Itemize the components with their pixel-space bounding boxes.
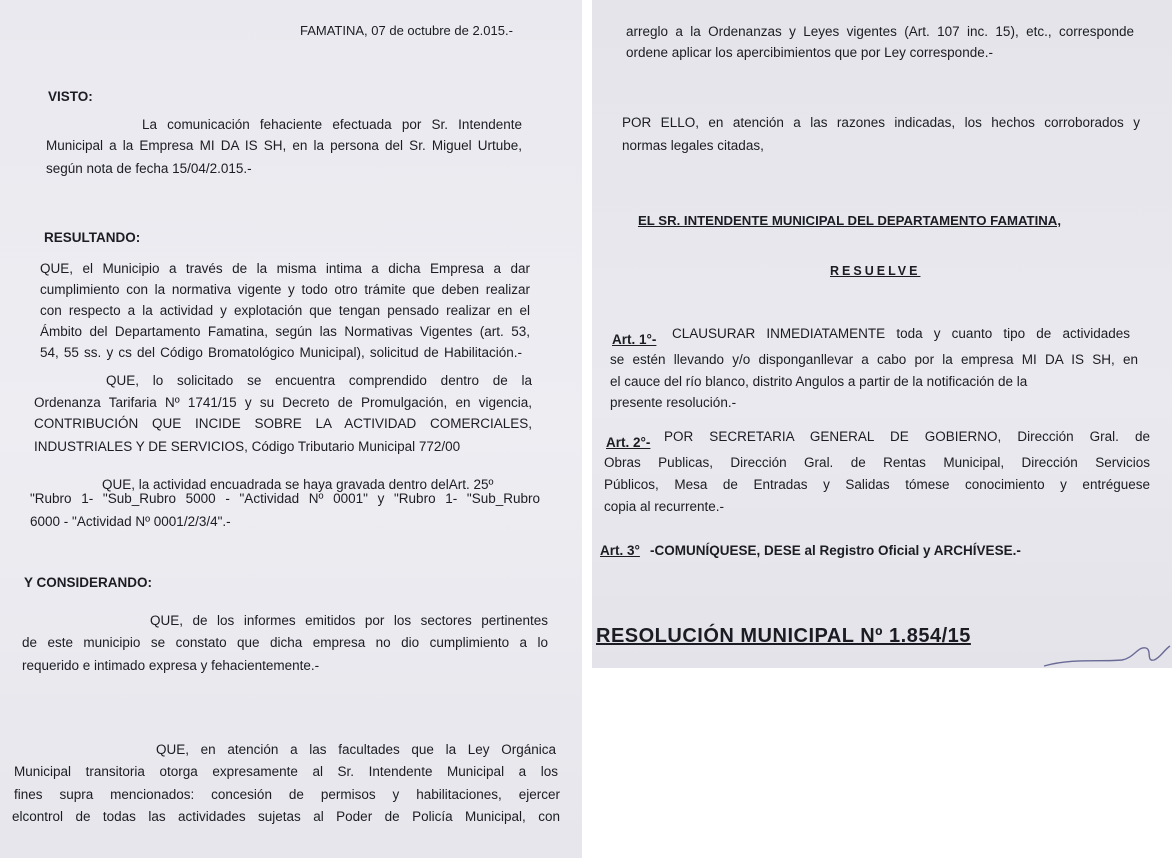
que5-line: fines supra mencionados: concesión de permisos y habilitaciones, ejercer (14, 787, 560, 802)
resolution-title: RESOLUCIÓN MUNICIPAL Nº 1.854/15 (596, 625, 971, 647)
document-date: FAMATINA, 07 de octubre de 2.015.- (300, 23, 513, 38)
visto-line: La comunicación fehaciente efectuada por Sr. Intendente (142, 117, 522, 132)
que1-line: QUE, el Municipio a través de la misma intima a dicha Empresa a dar (40, 261, 530, 276)
art2-line: Públicos, Mesa de Entradas y Salidas tómese conocimiento y entréguese (604, 477, 1150, 492)
por-ello-line: normas legales citadas, (622, 138, 764, 153)
art1-line: se estén llevando y/o disponganllevar a cabo por la empresa MI DA IS SH, en (610, 352, 1138, 367)
continuation-line: ordene aplicar los apercibimientos que por Ley corresponde.- (626, 45, 993, 60)
art1-label: Art. 1°- (612, 332, 657, 347)
que1-line: 54, 55 ss. y cs del Código Bromatológico Municipal), solicitud de Habilitación.- (40, 345, 522, 360)
que5-line: Municipal transitoria otorga expresamente al Sr. Intendente Municipal a los (14, 764, 558, 779)
resultando-heading: RESULTANDO: (44, 230, 141, 245)
que1-line: cumplimiento con la normativa vigente y todo otro trámite que deben realizar (40, 282, 530, 297)
art2-line: Obras Publicas, Dirección Gral. de Rentas Municipal, Dirección Servicios (604, 455, 1150, 470)
que1-line: con respecto a la actividad y explotación que tengan pensado realizar en el (40, 303, 530, 318)
considerando-heading: Y CONSIDERANDO: (24, 575, 153, 590)
que5-line: elcontrol de todas las actividades sujetas al Poder de Policía Municipal, con (12, 809, 560, 824)
que4-line: requerido e intimado expresa y fehacientemente.- (22, 658, 320, 673)
art1-line: el cauce del río blanco, distrito Angulos a partir de la notificación de la (610, 374, 1028, 389)
intendente-heading: EL SR. INTENDENTE MUNICIPAL DEL DEPARTAMENTO FAMATINA, (638, 213, 1061, 228)
visto-heading: VISTO: (48, 89, 93, 104)
art1-line: CLAUSURAR INMEDIATAMENTE toda y cuanto tipo de actividades (672, 326, 1130, 341)
que5-line: QUE, en atención a las facultades que la Ley Orgánica (156, 742, 556, 757)
que3-line: "Rubro 1- "Sub_Rubro 5000 - "Actividad Nº 0001" y "Rubro 1- "Sub_Rubro (30, 491, 540, 506)
resuelve-heading: RESUELVE (830, 264, 921, 278)
que2-line: INDUSTRIALES Y DE SERVICIOS, Código Tributario Municipal 772/00 (34, 439, 461, 454)
que3-line: QUE, la actividad encuadrada se haya gravada dentro delArt. 25º (102, 477, 494, 492)
document-page-left (0, 0, 582, 858)
art2-line: copia al recurrente.- (604, 499, 725, 514)
visto-line: Municipal a la Empresa MI DA IS SH, en la persona del Sr. Miguel Urtube, (46, 138, 522, 153)
art2-label: Art. 2°- (606, 435, 651, 450)
que4-line: QUE, de los informes emitidos por los sectores pertinentes (150, 613, 548, 628)
que2-line: CONTRIBUCIÓN QUE INCIDE SOBRE LA ACTIVIDAD COMERCIALES, (34, 416, 532, 431)
que2-line: QUE, lo solicitado se encuentra comprendido dentro de la (106, 373, 532, 388)
art1-line: presente resolución.- (610, 395, 737, 410)
que4-line: de este municipio se constato que dicha empresa no dio cumplimiento a lo (22, 635, 548, 650)
que2-line: Ordenanza Tarifaria Nº 1741/15 y su Decreto de Promulgación, en vigencia, (34, 395, 532, 410)
art3-label: Art. 3° (600, 543, 640, 558)
art3-text: -COMUNÍQUESE, DESE al Registro Oficial y ARCHÍVESE.- (650, 543, 1021, 558)
visto-line: según nota de fecha 15/04/2.015.- (46, 161, 252, 176)
que3-line: 6000 - "Actividad Nº 0001/2/3/4".- (30, 514, 231, 529)
art2-line: POR SECRETARIA GENERAL DE GOBIERNO, Dirección Gral. de (664, 429, 1150, 444)
document-page-right (592, 0, 1172, 668)
continuation-line: arreglo a la Ordenanzas y Leyes vigentes (Art. 107 inc. 15), etc., corresponde (626, 24, 1134, 39)
por-ello-line: POR ELLO, en atención a las razones indicadas, los hechos corroborados y (622, 115, 1140, 130)
que1-line: Ámbito del Departamento Famatina, según las Normativas Vigentes (art. 53, (40, 324, 530, 339)
